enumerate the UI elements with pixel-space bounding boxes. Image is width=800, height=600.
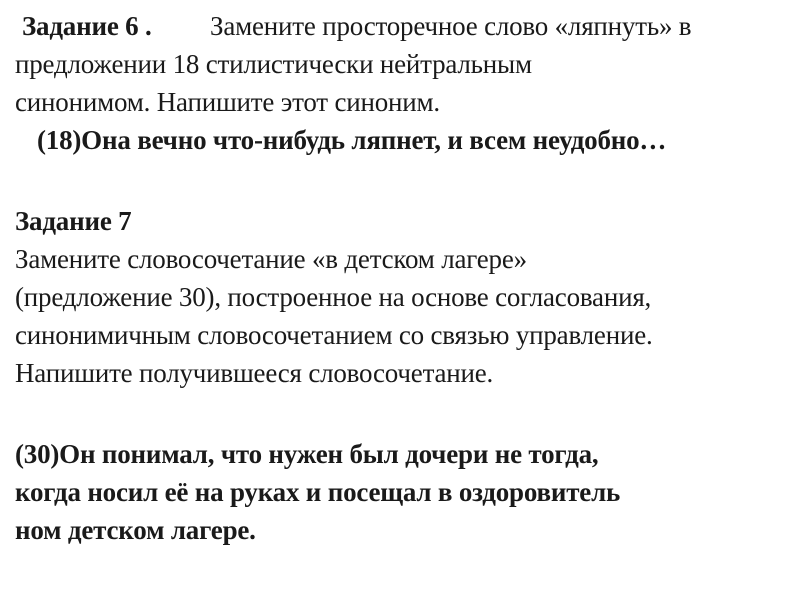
task6-example-sentence: (18)Она вечно что-нибудь ляпнет, и всем неудобно… (37, 125, 667, 155)
task7-instruction-line: синонимичным словосочетанием со связью управление. (15, 320, 653, 350)
task6-instruction-line: Замените просторечное слово «ляпнуть» в (210, 11, 692, 41)
task7-instruction-line: Замените словосочетание «в детском лагере» (15, 244, 527, 274)
task7-title: Задание 7 (15, 206, 132, 236)
task6-title: Задание 6 . (22, 11, 152, 41)
task6-instruction-line: синонимом. Напишите этот синоним. (15, 87, 440, 117)
task7-example-sentence-line: ном детском лагере. (15, 515, 256, 545)
task7-instruction-line: (предложение 30), построенное на основе согласования, (15, 282, 652, 312)
task7-example-sentence-line: (30)Он понимал, что нужен был дочери не тогда, (15, 439, 599, 469)
task6-instruction-line: предложении 18 стилистически нейтральным (15, 49, 532, 79)
task7-instruction-line: Напишите получившееся словосочетание. (15, 358, 494, 388)
task7-example-sentence-line: когда носил её на руках и посещал в оздоровитель (15, 477, 621, 507)
